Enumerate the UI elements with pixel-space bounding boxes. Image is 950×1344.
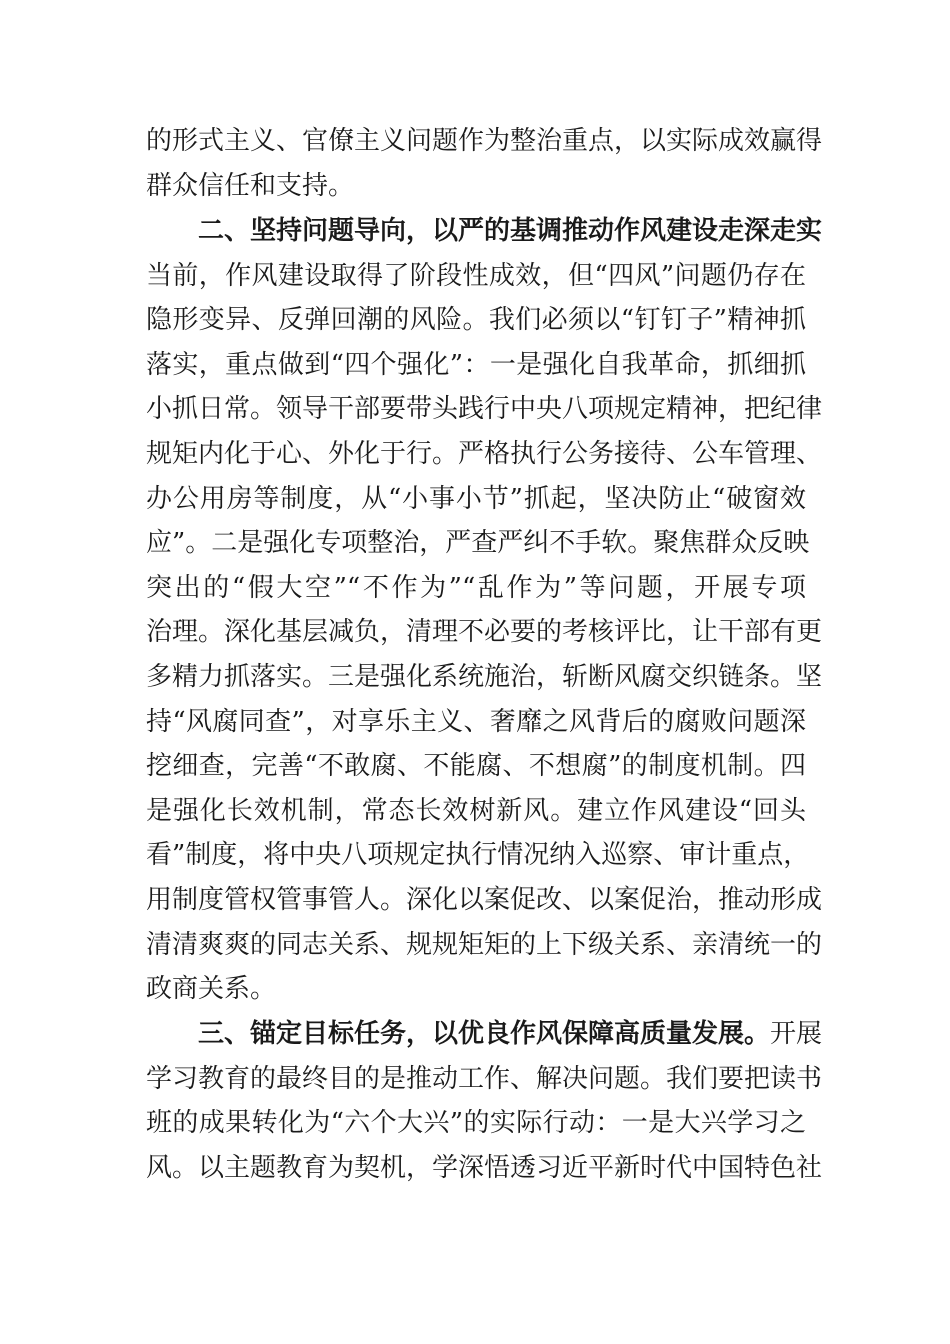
section-2: [146, 209, 823, 1012]
text-line: 看”制度，将中央八项规定执行情况纳入巡察、审计重点，: [146, 840, 810, 871]
text-line: 办公用房等制度，从“小事小节”抓起，坚决防止“破窗效: [146, 483, 806, 514]
text-line: 落实，重点做到“四个强化”：一是强化自我革命，抓细抓: [146, 349, 806, 380]
section-heading-line: [146, 1012, 823, 1057]
text-line: 多精力抓落实。三是强化系统施治，斩断风腐交织链条。坚: [146, 661, 823, 692]
text-line: 突出的“假大空”“不作为”“乱作为”等问题，开展专项: [146, 572, 806, 603]
text-line: 隐形变异、反弹回潮的风险。我们必须以“钉钉子”精神抓: [146, 305, 806, 336]
section-3: [146, 1012, 823, 1190]
text-line: 班的成果转化为“六个大兴”的实际行动：一是大兴学习之: [146, 1108, 806, 1139]
paragraph-continuation: [146, 119, 823, 208]
text-line: 挖细查，完善“不敢腐、不能腐、不想腐”的制度机制。四: [146, 751, 806, 782]
text-line: 清清爽爽的同志关系、规规矩矩的上下级关系、亲清统一的: [146, 929, 823, 960]
text-line: 学习教育的最终目的是推动工作、解决问题。我们要把读书: [146, 1063, 823, 1094]
text-line: 风。以主题教育为契机，学深悟透习近平新时代中国特色社: [146, 1152, 823, 1183]
text-line: 当前，作风建设取得了阶段性成效，但“四风”问题仍存在: [146, 260, 806, 291]
text-line: 小抓日常。领导干部要带头践行中央八项规定精神，把纪律: [146, 394, 823, 425]
text-line: 政商关系。: [146, 974, 277, 1005]
text-line: 的形式主义、官僚主义问题作为整治重点，以实际成效赢得: [146, 126, 823, 156]
section-heading-tail: 开展: [770, 1019, 823, 1049]
text-line: 用制度管权管事管人。深化以案促改、以案促治，推动形成: [146, 884, 823, 915]
text-line: 治理。深化基层减负，清理不必要的考核评比，让干部有更: [146, 617, 823, 648]
text-line: 持“风腐同查”，对享乐主义、奢靡之风背后的腐败问题深: [146, 706, 806, 737]
text-line: 规矩内化于心、外化于行。严格执行公务接待、公车管理、: [146, 438, 823, 469]
section-heading: 三、锚定目标任务，以优良作风保障高质量发展。: [198, 1019, 771, 1049]
text-line: 群众信任和支持。: [146, 170, 355, 201]
section-heading: 二、坚持问题导向，以严的基调推动作风建设走深走实: [198, 216, 823, 246]
text-line: 应”。二是强化专项整治，严查严纠不手软。聚焦群众反映: [146, 528, 810, 559]
text-line: 是强化长效机制，常态长效树新风。建立作风建设“回头: [146, 795, 806, 826]
